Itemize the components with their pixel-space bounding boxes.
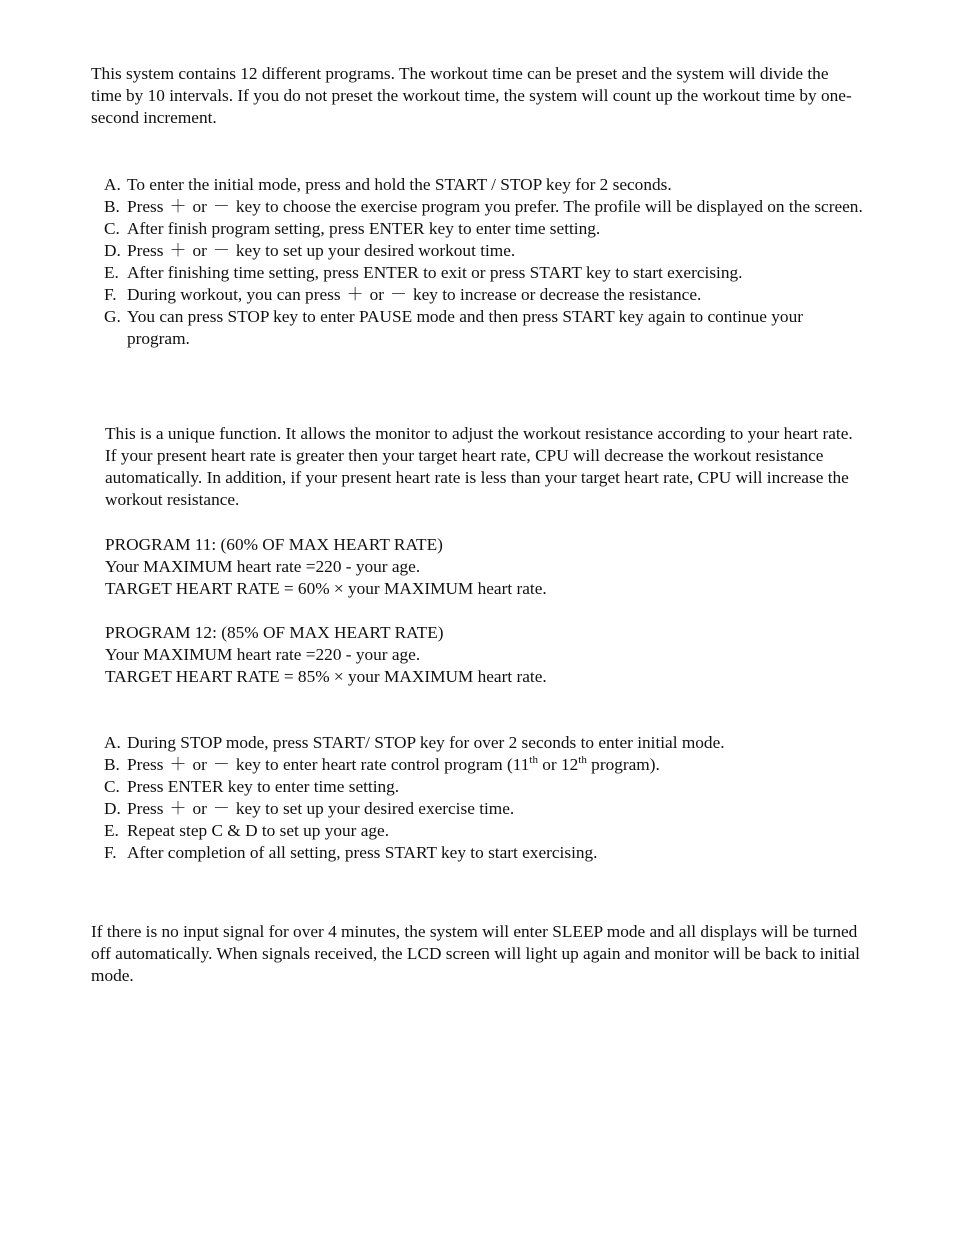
item-or: or <box>192 241 207 260</box>
program-12-target: TARGET HEART RATE = 85% × your MAXIMUM heart rate. <box>105 667 547 686</box>
program-11-target: TARGET HEART RATE = 60% × your MAXIMUM heart rate. <box>105 579 547 598</box>
item-post-a: key to enter heart rate control program (11 <box>235 755 530 774</box>
item-text: During STOP mode, press START/ STOP key for over 2 seconds to enter initial mode. <box>127 733 725 752</box>
list-item <box>104 776 864 798</box>
item-letter: A. <box>104 175 121 194</box>
item-text <box>127 196 864 218</box>
plus-key-icon: ＋ <box>169 241 187 261</box>
item-letter: E. <box>104 821 119 840</box>
item-text: After finishing time setting, press ENTER to exit or press START key to start exercising. <box>127 263 743 282</box>
item-text: To enter the initial mode, press and hold the START / STOP key for 2 seconds. <box>127 175 672 194</box>
minus-key-icon: － <box>212 755 230 775</box>
item-text: Repeat step C & D to set up your age. <box>127 821 390 840</box>
item-or: or <box>369 285 384 304</box>
item-letter: A. <box>104 733 121 752</box>
item-letter: E. <box>104 263 119 282</box>
item-text: After finish program setting, press ENTER key to enter time setting. <box>127 219 601 238</box>
item-or: or <box>192 197 207 216</box>
program-12-title: PROGRAM 12: (85% OF MAX HEART RATE) <box>105 623 444 642</box>
item-pre: Press <box>127 799 164 818</box>
intro-text: This system contains 12 different programs. The workout time can be preset and the system will divide the time by 10 intervals. If you do not preset the workout time, the system will count up the workout time by one-second increment. <box>91 64 852 127</box>
program-12-max: Your MAXIMUM heart rate =220 - your age. <box>105 645 421 664</box>
sleep-text: If there is no input signal for over 4 minutes, the system will enter SLEEP mode and all displays will be turned off automatically. When signals received, the LCD screen will light up again and monitor will be back to initial mode. <box>91 922 860 985</box>
list-item <box>104 240 864 262</box>
hrc-intro-paragraph <box>105 423 865 511</box>
hrc-steps-list <box>104 732 864 864</box>
superscript-th: th <box>529 754 538 767</box>
plus-key-icon: ＋ <box>169 197 187 217</box>
item-pre: Press <box>127 241 164 260</box>
plus-key-icon: ＋ <box>346 285 364 305</box>
minus-key-icon: － <box>212 241 230 261</box>
item-mid: or 12 <box>537 755 579 774</box>
plus-key-icon: ＋ <box>169 755 187 775</box>
minus-key-icon: － <box>212 799 230 819</box>
list-item <box>104 262 864 284</box>
sleep-paragraph <box>91 921 861 987</box>
superscript-th: th <box>578 754 587 767</box>
item-post-b: program). <box>586 755 660 774</box>
item-post: key to set up your desired workout time. <box>235 241 516 260</box>
item-or: or <box>192 799 207 818</box>
item-letter: B. <box>104 197 120 216</box>
program-steps-list <box>104 174 864 350</box>
item-letter: F. <box>104 285 117 304</box>
item-post: key to choose the exercise program you prefer. The profile will be displayed on the screen. <box>235 197 863 216</box>
item-text: You can press STOP key to enter PAUSE mode and then press START key again to continue your program. <box>127 307 803 348</box>
item-text: Press ENTER key to enter time setting. <box>127 777 400 796</box>
item-letter: G. <box>104 307 121 326</box>
item-letter: D. <box>104 241 121 260</box>
list-item <box>104 196 864 218</box>
item-letter: C. <box>104 219 120 238</box>
item-pre: Press <box>127 197 164 216</box>
item-letter: B. <box>104 755 120 774</box>
item-letter: F. <box>104 843 117 862</box>
item-or: or <box>192 755 207 774</box>
item-post: key to increase or decrease the resistance. <box>412 285 702 304</box>
program-11-max: Your MAXIMUM heart rate =220 - your age. <box>105 557 421 576</box>
item-letter: C. <box>104 777 120 796</box>
intro-paragraph <box>91 63 861 129</box>
minus-key-icon: － <box>212 197 230 217</box>
plus-key-icon: ＋ <box>169 799 187 819</box>
item-post: key to set up your desired exercise time. <box>235 799 515 818</box>
item-pre: Press <box>127 755 164 774</box>
list-item <box>104 820 864 842</box>
program-11-title: PROGRAM 11: (60% OF MAX HEART RATE) <box>105 535 443 554</box>
item-text <box>127 240 864 262</box>
list-item <box>104 754 864 776</box>
list-item <box>104 798 864 820</box>
item-text <box>127 284 864 306</box>
minus-key-icon: － <box>389 285 407 305</box>
item-text <box>127 754 864 776</box>
item-pre: During workout, you can press <box>127 285 341 304</box>
item-text <box>127 798 864 820</box>
hrc-intro-text: This is a unique function. It allows the monitor to adjust the workout resistance according to your heart rate. If your present heart rate is greater then your target heart rate, CPU will decrease the workout resistance automatically. In addition, if your present heart rate is less than your target heart rate, CPU will increase the workout resistance. <box>105 424 853 509</box>
item-text: After completion of all setting, press START key to start exercising. <box>127 843 598 862</box>
list-item <box>104 284 864 306</box>
list-item <box>104 306 864 350</box>
program-11-block <box>105 534 865 600</box>
program-12-block <box>105 622 865 688</box>
item-letter: D. <box>104 799 121 818</box>
list-item <box>104 732 864 754</box>
list-item <box>104 218 864 240</box>
list-item <box>104 174 864 196</box>
list-item <box>104 842 864 864</box>
